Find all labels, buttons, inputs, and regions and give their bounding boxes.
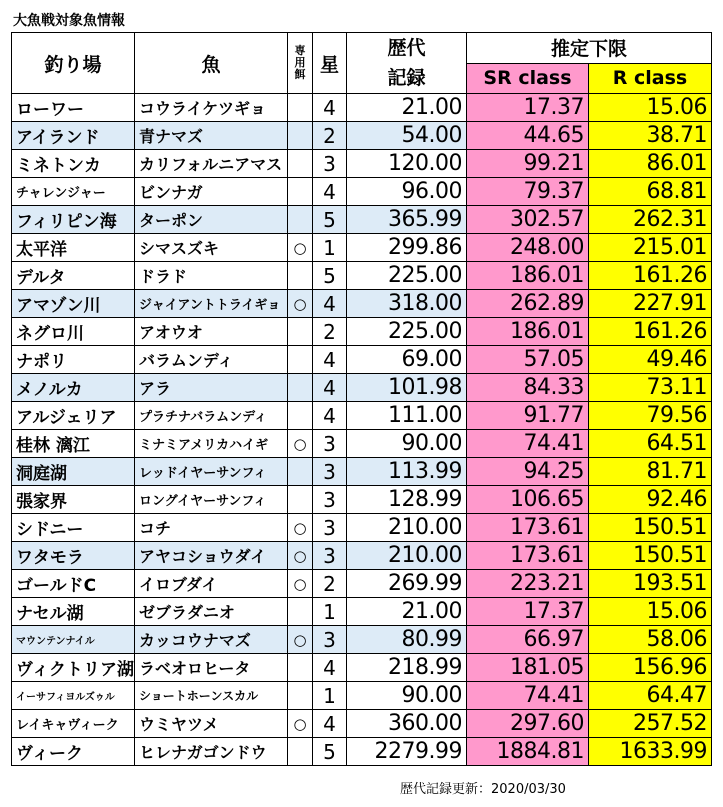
fish-cell: ラベオロヒータ — [134, 654, 287, 682]
bait-cell: ○ — [287, 542, 312, 570]
star-cell: 1 — [312, 234, 346, 262]
r-class-cell: 58.06 — [588, 626, 711, 654]
table-row — [12, 94, 712, 122]
r-class-cell: 49.46 — [588, 346, 711, 374]
fish-cell: ウミヤツメ — [134, 710, 287, 738]
star-cell: 4 — [312, 94, 346, 122]
place-cell: ミネトンカ — [12, 150, 135, 178]
table-row — [12, 234, 712, 262]
record-cell: 360.00 — [346, 710, 466, 738]
place-cell: フィリピン海 — [12, 206, 135, 234]
place-cell: メノルカ — [12, 374, 135, 402]
place-cell: 洞庭湖 — [12, 458, 135, 486]
r-class-cell: 86.01 — [588, 150, 711, 178]
fish-cell: 青ナマズ — [134, 122, 287, 150]
table-row — [12, 262, 712, 290]
place-cell: シドニー — [12, 514, 135, 542]
place-cell: ナポリ — [12, 346, 135, 374]
place-cell: マウンテンナイル — [12, 626, 135, 654]
fish-cell: アラ — [134, 374, 287, 402]
record-cell: 90.00 — [346, 682, 466, 710]
star-cell: 4 — [312, 290, 346, 318]
bait-cell: ○ — [287, 514, 312, 542]
record-cell: 111.00 — [346, 402, 466, 430]
r-class-cell: 161.26 — [588, 318, 711, 346]
place-cell: アマゾン川 — [12, 290, 135, 318]
bait-cell — [287, 178, 312, 206]
r-class-cell: 150.51 — [588, 542, 711, 570]
record-cell: 218.99 — [346, 654, 466, 682]
sr-class-cell: 297.60 — [466, 710, 588, 738]
place-cell: ワタモラ — [12, 542, 135, 570]
sr-class-cell: 79.37 — [466, 178, 588, 206]
record-cell: 21.00 — [346, 598, 466, 626]
table-row — [12, 374, 712, 402]
record-cell: 299.86 — [346, 234, 466, 262]
star-cell: 4 — [312, 402, 346, 430]
record-cell: 269.99 — [346, 570, 466, 598]
sr-class-cell: 17.37 — [466, 94, 588, 122]
table-row — [12, 542, 712, 570]
bait-cell: ○ — [287, 570, 312, 598]
header-bait — [287, 33, 312, 94]
sr-class-cell: 44.65 — [466, 122, 588, 150]
bait-cell — [287, 486, 312, 514]
star-cell: 3 — [312, 150, 346, 178]
star-cell: 3 — [312, 626, 346, 654]
sr-class-cell: 248.00 — [466, 234, 588, 262]
table-row — [12, 514, 712, 542]
r-class-cell: 227.91 — [588, 290, 711, 318]
r-class-cell: 73.11 — [588, 374, 711, 402]
table-row — [12, 318, 712, 346]
table-row — [12, 570, 712, 598]
table-row — [12, 682, 712, 710]
table-row — [12, 710, 712, 738]
place-cell: 太平洋 — [12, 234, 135, 262]
r-class-cell: 156.96 — [588, 654, 711, 682]
header-r-class: R class — [588, 63, 711, 94]
record-cell: 21.00 — [346, 94, 466, 122]
place-cell: アルジェリア — [12, 402, 135, 430]
place-cell: アイランド — [12, 122, 135, 150]
table-row — [12, 402, 712, 430]
sr-class-cell: 74.41 — [466, 682, 588, 710]
r-class-cell: 193.51 — [588, 570, 711, 598]
r-class-cell: 81.71 — [588, 458, 711, 486]
record-cell: 210.00 — [346, 542, 466, 570]
r-class-cell: 92.46 — [588, 486, 711, 514]
star-cell: 4 — [312, 178, 346, 206]
star-cell: 2 — [312, 318, 346, 346]
star-cell: 4 — [312, 654, 346, 682]
r-class-cell: 150.51 — [588, 514, 711, 542]
sr-class-cell: 84.33 — [466, 374, 588, 402]
fish-cell: ミナミアメリカハイギ — [134, 430, 287, 458]
star-cell: 3 — [312, 458, 346, 486]
header-estimate: 推定下限 — [466, 33, 711, 64]
table-row — [12, 206, 712, 234]
fish-cell: ビンナガ — [134, 178, 287, 206]
sr-class-cell: 223.21 — [466, 570, 588, 598]
header-record-top: 歴代 — [387, 37, 426, 59]
table-row — [12, 346, 712, 374]
fish-cell: アオウオ — [134, 318, 287, 346]
record-cell: 96.00 — [346, 178, 466, 206]
place-cell: 張家界 — [12, 486, 135, 514]
fish-cell: ゼブラダニオ — [134, 598, 287, 626]
bait-cell — [287, 318, 312, 346]
record-cell: 80.99 — [346, 626, 466, 654]
r-class-cell: 64.47 — [588, 682, 711, 710]
record-cell: 120.00 — [346, 150, 466, 178]
fish-table — [11, 32, 712, 766]
record-updated-note: 歴代記録更新：2020/03/30 — [400, 782, 566, 797]
table-row — [12, 486, 712, 514]
header-sr-class: SR class — [466, 63, 588, 94]
sr-class-cell: 262.89 — [466, 290, 588, 318]
star-cell: 1 — [312, 598, 346, 626]
sr-class-cell: 94.25 — [466, 458, 588, 486]
bait-cell: ○ — [287, 290, 312, 318]
record-cell: 54.00 — [346, 122, 466, 150]
table-row — [12, 290, 712, 318]
record-cell: 69.00 — [346, 346, 466, 374]
record-cell: 210.00 — [346, 514, 466, 542]
star-cell: 4 — [312, 710, 346, 738]
star-cell: 2 — [312, 570, 346, 598]
fish-cell: イロブダイ — [134, 570, 287, 598]
place-cell: チャレンジャー — [12, 178, 135, 206]
bait-cell — [287, 458, 312, 486]
place-cell: ヴィクトリア湖 — [12, 654, 135, 682]
bait-cell — [287, 206, 312, 234]
table-row — [12, 654, 712, 682]
record-cell: 225.00 — [346, 262, 466, 290]
bait-cell — [287, 682, 312, 710]
bait-cell — [287, 374, 312, 402]
bait-cell — [287, 94, 312, 122]
sr-class-cell: 74.41 — [466, 430, 588, 458]
bait-cell — [287, 262, 312, 290]
r-class-cell: 79.56 — [588, 402, 711, 430]
star-cell: 3 — [312, 486, 346, 514]
record-cell: 101.98 — [346, 374, 466, 402]
place-cell: 桂林 漓江 — [12, 430, 135, 458]
table-row — [12, 598, 712, 626]
record-cell: 90.00 — [346, 430, 466, 458]
bait-cell — [287, 738, 312, 766]
bait-cell: ○ — [287, 626, 312, 654]
star-cell: 5 — [312, 262, 346, 290]
fish-cell: ヒレナガゴンドウ — [134, 738, 287, 766]
record-cell: 128.99 — [346, 486, 466, 514]
place-cell: ネグロ川 — [12, 318, 135, 346]
star-cell: 1 — [312, 682, 346, 710]
r-class-cell: 257.52 — [588, 710, 711, 738]
bait-cell — [287, 598, 312, 626]
bait-cell — [287, 122, 312, 150]
fish-cell: コウライケツギョ — [134, 94, 287, 122]
table-row — [12, 122, 712, 150]
sr-class-cell: 17.37 — [466, 598, 588, 626]
place-cell: ローワー — [12, 94, 135, 122]
r-class-cell: 161.26 — [588, 262, 711, 290]
star-cell: 4 — [312, 346, 346, 374]
fish-cell: ショートホーンスカル — [134, 682, 287, 710]
star-cell: 2 — [312, 122, 346, 150]
header-record-bottom: 記録 — [387, 67, 426, 89]
star-cell: 3 — [312, 430, 346, 458]
r-class-cell: 15.06 — [588, 598, 711, 626]
sr-class-cell: 186.01 — [466, 318, 588, 346]
place-cell: デルタ — [12, 262, 135, 290]
sr-class-cell: 173.61 — [466, 542, 588, 570]
fish-cell: ジャイアントトライギョ — [134, 290, 287, 318]
table-row — [12, 150, 712, 178]
record-cell: 2279.99 — [346, 738, 466, 766]
table-row — [12, 178, 712, 206]
table-row — [12, 430, 712, 458]
sr-class-cell: 173.61 — [466, 514, 588, 542]
star-cell: 3 — [312, 542, 346, 570]
fish-cell: ドラド — [134, 262, 287, 290]
sr-class-cell: 302.57 — [466, 206, 588, 234]
place-cell: ゴールドC — [12, 570, 135, 598]
place-cell: ナセル湖 — [12, 598, 135, 626]
fish-cell: レッドイヤーサンフィ — [134, 458, 287, 486]
bait-cell — [287, 346, 312, 374]
place-cell: レイキャヴィーク — [12, 710, 135, 738]
header-fish: 魚 — [134, 33, 287, 94]
fish-cell: ロングイヤーサンフィ — [134, 486, 287, 514]
sr-class-cell: 66.97 — [466, 626, 588, 654]
r-class-cell: 1633.99 — [588, 738, 711, 766]
bait-cell — [287, 654, 312, 682]
record-cell: 365.99 — [346, 206, 466, 234]
r-class-cell: 38.71 — [588, 122, 711, 150]
header-place: 釣り場 — [12, 33, 135, 94]
bait-cell: ○ — [287, 430, 312, 458]
sr-class-cell: 106.65 — [466, 486, 588, 514]
page-title: 大魚戦対象魚情報 — [13, 13, 125, 29]
sr-class-cell: 99.21 — [466, 150, 588, 178]
record-cell: 318.00 — [346, 290, 466, 318]
fish-cell: コチ — [134, 514, 287, 542]
r-class-cell: 15.06 — [588, 94, 711, 122]
sr-class-cell: 57.05 — [466, 346, 588, 374]
r-class-cell: 64.51 — [588, 430, 711, 458]
r-class-cell: 215.01 — [588, 234, 711, 262]
table-row — [12, 626, 712, 654]
star-cell: 4 — [312, 374, 346, 402]
star-cell: 3 — [312, 514, 346, 542]
r-class-cell: 262.31 — [588, 206, 711, 234]
sr-class-cell: 186.01 — [466, 262, 588, 290]
bait-cell — [287, 150, 312, 178]
record-cell: 113.99 — [346, 458, 466, 486]
record-cell: 225.00 — [346, 318, 466, 346]
star-cell: 5 — [312, 738, 346, 766]
bait-cell: ○ — [287, 710, 312, 738]
fish-cell: カリフォルニアマス — [134, 150, 287, 178]
table-row — [12, 738, 712, 766]
fish-cell: バラムンディ — [134, 346, 287, 374]
fish-cell: プラチナバラムンディ — [134, 402, 287, 430]
header-star: 星 — [312, 33, 346, 94]
place-cell: イーサフィヨルズゥル — [12, 682, 135, 710]
fish-cell: ターポン — [134, 206, 287, 234]
header-record — [346, 33, 466, 94]
fish-cell: カッコウナマズ — [134, 626, 287, 654]
star-cell: 5 — [312, 206, 346, 234]
sr-class-cell: 181.05 — [466, 654, 588, 682]
bait-cell — [287, 402, 312, 430]
header-bait-label: 専用餌 — [294, 44, 306, 81]
place-cell: ヴィーク — [12, 738, 135, 766]
bait-cell: ○ — [287, 234, 312, 262]
r-class-cell: 68.81 — [588, 178, 711, 206]
sr-class-cell: 91.77 — [466, 402, 588, 430]
sr-class-cell: 1884.81 — [466, 738, 588, 766]
table-row — [12, 458, 712, 486]
fish-cell: シマスズキ — [134, 234, 287, 262]
fish-cell: アヤコショウダイ — [134, 542, 287, 570]
